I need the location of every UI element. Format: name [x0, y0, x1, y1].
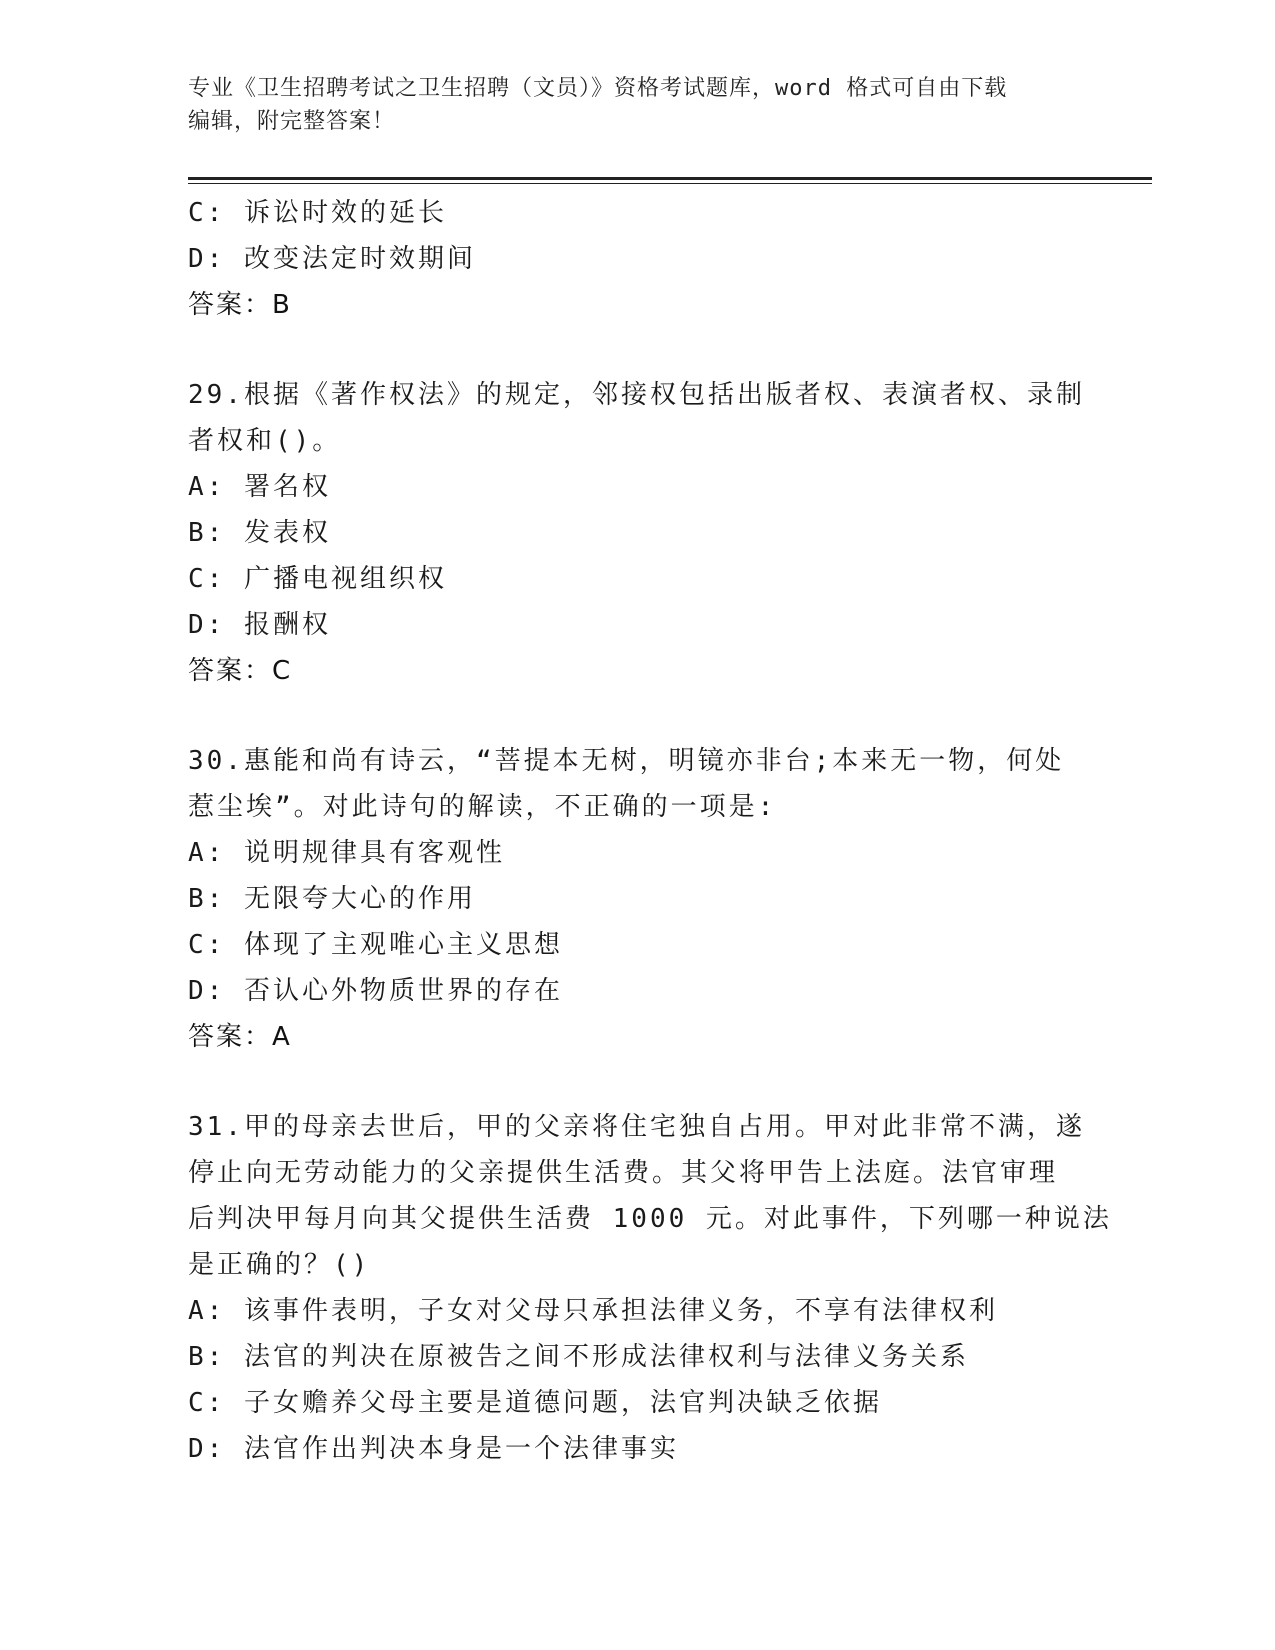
option-a: A: 署名权 [188, 472, 331, 502]
document-header [188, 72, 1068, 138]
header-divider-thin [188, 183, 1152, 184]
option-b: B: 发表权 [188, 518, 331, 548]
option-a: A: 该事件表明，子女对父母只承担法律义务，不享有法律权利 [188, 1296, 998, 1326]
question-30 [188, 738, 1088, 1060]
question-28-tail [188, 190, 1088, 328]
option-a: A: 说明规律具有客观性 [188, 838, 505, 868]
option-c: C: 体现了主观唯心主义思想 [188, 930, 563, 960]
answer-label: 答案：A [188, 1022, 292, 1052]
option-c: C: 广播电视组织权 [188, 564, 447, 594]
spacer [188, 694, 1088, 738]
question-stem-line: 30.惠能和尚有诗云，“菩提本无树，明镜亦非台;本来无一物，何处 [188, 746, 1065, 776]
option-d: D: 报酬权 [188, 610, 331, 640]
question-29 [188, 372, 1088, 694]
spacer [188, 1060, 1088, 1104]
question-stem-line: 29.根据《著作权法》的规定，邻接权包括出版者权、表演者权、录制 [188, 380, 1085, 410]
question-stem-line: 惹尘埃”。对此诗句的解读，不正确的一项是: [188, 792, 777, 822]
option-d: D: 否认心外物质世界的存在 [188, 976, 563, 1006]
question-stem-line: 后判决甲每月向其父提供生活费 1000 元。对此事件，下列哪一种说法 [188, 1204, 1112, 1234]
question-stem-line: 31.甲的母亲去世后，甲的父亲将住宅独自占用。甲对此非常不满，遂 [188, 1112, 1085, 1142]
option-c: C: 子女赡养父母主要是道德问题，法官判决缺乏依据 [188, 1388, 882, 1418]
question-stem-line: 停止向无劳动能力的父亲提供生活费。其父将甲告上法庭。法官审理 [188, 1158, 1059, 1188]
option-c: C: 诉讼时效的延长 [188, 198, 447, 228]
header-divider-thick [188, 177, 1152, 180]
answer-label: 答案：B [188, 290, 292, 320]
question-list [188, 190, 1112, 1472]
question-stem-line: 者权和()。 [188, 426, 342, 456]
option-d: D: 法官作出判决本身是一个法律事实 [188, 1434, 679, 1464]
option-b: B: 无限夸大心的作用 [188, 884, 476, 914]
answer-label: 答案：C [188, 656, 293, 686]
option-d: D: 改变法定时效期间 [188, 244, 476, 274]
header-line-1: 专业《卫生招聘考试之卫生招聘（文员）》资格考试题库，word 格式可自由下载 [188, 76, 1008, 101]
question-31 [188, 1104, 1112, 1472]
option-b: B: 法官的判决在原被告之间不形成法律权利与法律义务关系 [188, 1342, 969, 1372]
spacer [188, 328, 1088, 372]
header-line-2: 编辑，附完整答案！ [188, 109, 396, 134]
question-stem-line: 是正确的？() [188, 1250, 371, 1280]
